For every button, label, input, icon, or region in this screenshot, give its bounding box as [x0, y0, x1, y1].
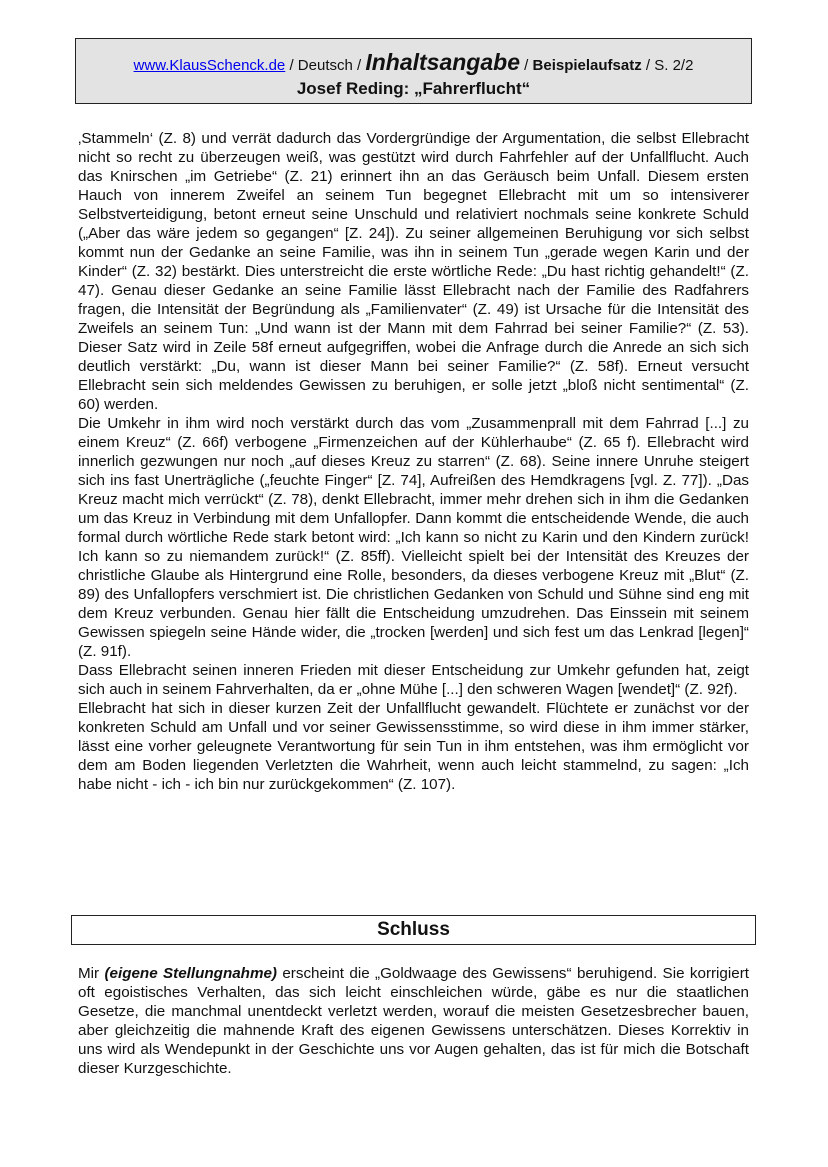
essay-paragraph: Dass Ellebracht seinen inneren Frieden mit dieser Entscheidung zur Umkehr gefunden hat, zeigt sich auch in seinem Fahrverhalten, da er „ohne Mühe [...] den schweren Wagen [wendet]“ (Z. 92f).: [78, 662, 749, 698]
essay-paragraph: Die Umkehr in ihm wird noch verstärkt durch das vom „Zusammenprall mit dem Fahrrad [...] zu einem Kreuz“ (Z. 66f) verbogene „Firmenzeichen auf der Kühlerhaube“ (Z. 65 f). Ellebracht wird innerlich gezwungen nur noch „auf dieses Kreuz zu starren“ (Z. 68). Seine innere Unruhe steigert sich ins fast Unerträgliche („feuchte Finger“ [Z. 74], Aufreißen des Hemdkragens [vgl. Z. 77]). „Das Kreuz macht mich verrückt“ (Z. 78), denkt Ellebracht, immer mehr drehen sich in ihm die Gedanken um das Kreuz in Verbindung mit dem Unfallopfer. Dann kommt die entscheidende Wende, die auch formal durch wörtliche Rede stark betont wird: „Ich kann so nicht zu Karin und den Kindern zurück! Ich kann so zu niemandem zurück!“ (Z. 85ff). Vielleicht spielt bei der Intensität des Kreuzes der christliche Glaube als Hintergrund eine Rolle, besonders, da dieses verbogene Kreuz mit „Blut“ (Z. 89) des Unfallopfers verschmiert ist. Die christlichen Gedanken von Schuld und Sühne sind eng mit dem Kreuz verbunden. Genau hier fällt die Entscheidung umzudrehen. Das Einssein mit seinem Gewissen spiegeln seine Hände wider, die „trocken [werden] und sich fest um das Lenkrad [legen]“ (Z. 91f).: [78, 415, 749, 660]
essay-body: [78, 129, 749, 794]
header-line: [76, 49, 751, 79]
page-header: [75, 38, 752, 104]
page-number: S. 2/2: [654, 57, 694, 74]
subject-label: Deutsch: [297, 57, 353, 74]
conclusion-emphasis: (eigene Stellungnahme): [104, 965, 277, 982]
conclusion-paragraph: [78, 964, 749, 1078]
header-separator: /: [520, 57, 533, 74]
essay-paragraph: Ellebracht hat sich in dieser kurzen Zeit der Unfallflucht gewandelt. Flüchtete er zunächst vor der konkreten Schuld am Unfall und vor seiner Gewissensstimme, so wird diese in ihm immer stärker, lässt eine vorher geleugnete Verantwortung für sein Tun in ihm entstehen, was ihm ermöglicht vor dem am Boden liegenden Verletzten die Wahrheit, wenn auch leicht stammelnd, zu sagen: „Ich habe nicht - ich - ich bin nur zurückgekommen“ (Z. 107).: [78, 700, 749, 793]
conclusion-intro: Mir: [78, 965, 105, 982]
conclusion-text: erscheint die „Goldwaage des Gewissens“ beruhigend. Sie korrigiert oft egoistisches Verhalten, das sich leicht einschleichen würde, gäbe es nur die staatlichen Gesetze, die manchmal unentdeckt verletzt werden, worauf die meisten Gesetzesbrecher bauen, aber gleichzeitig die mahnende Kraft des eigenen Gewissens unterschätzen. Dieses Korrektiv in uns wird als Wendepunkt in der Geschichte uns vor Augen gehalten, das ist für mich die Botschaft dieser Kurzgeschichte.: [78, 965, 749, 1077]
section-heading-schluss: Schluss: [71, 915, 756, 945]
header-separator: /: [641, 57, 655, 74]
site-link[interactable]: www.KlausSchenck.de: [133, 57, 286, 74]
essay-paragraph: ‚Stammeln‘ (Z. 8) und verrät dadurch das Vordergründige der Argumentation, die selbst Ellebracht nicht so recht zu überzeugen weiß, was gestützt wird durch Fahrfehler auf der Unfallflucht. Auch das Knirschen „im Getriebe“ (Z. 21) erinnert ihn an das Geräusch beim Unfall. Diesem ersten Hauch von innerem Zweifel an seinem Tun begegnet Ellebracht mit um so intensiverer Selbstverteidigung, betont erneut seine Unschuld und relativiert nochmals seine konkrete Schuld („Aber das wäre jedem so gegangen“ [Z. 24]). Zu seiner allgemeinen Beruhigung vor sich selbst kommt nun der Gedanke an seine Familie, was ihn in seinem Tun „gerade wegen Karin und der Kinder“ (Z. 32) bestärkt. Dies unterstreicht die erste wörtliche Rede: „Du hast richtig gehandelt!“ (Z. 47). Genau dieser Gedanke an seine Familie lässt Ellebracht nach der Familie des Radfahrers fragen, die Intensität der Begründung als „Familienvater“ (Z. 49) ist Ursache für die Intensität des Zweifels an seinem Tun: „Und wann ist der Mann mit dem Fahrrad bei seiner Familie?“ (Z. 53). Dieser Satz wird in Zeile 58f erneut aufgegriffen, wobei die Anfrage durch die Anrede an sich sich deutlich verstärkt: „Du, wann ist dieser Mann bei seiner Familie?“ (Z. 58f). Erneut versucht Ellebracht sein sich meldendes Gewissen zu beruhigen, er solle jetzt „bloß nicht sentimental“ (Z. 60) werden.: [78, 130, 749, 413]
header-separator: /: [285, 57, 298, 74]
type-label: Beispielaufsatz: [532, 57, 642, 74]
topic-label: Inhaltsangabe: [365, 49, 520, 75]
document-title: Josef Reding: „Fahrerflucht“: [296, 79, 531, 98]
header-separator: /: [352, 57, 366, 74]
